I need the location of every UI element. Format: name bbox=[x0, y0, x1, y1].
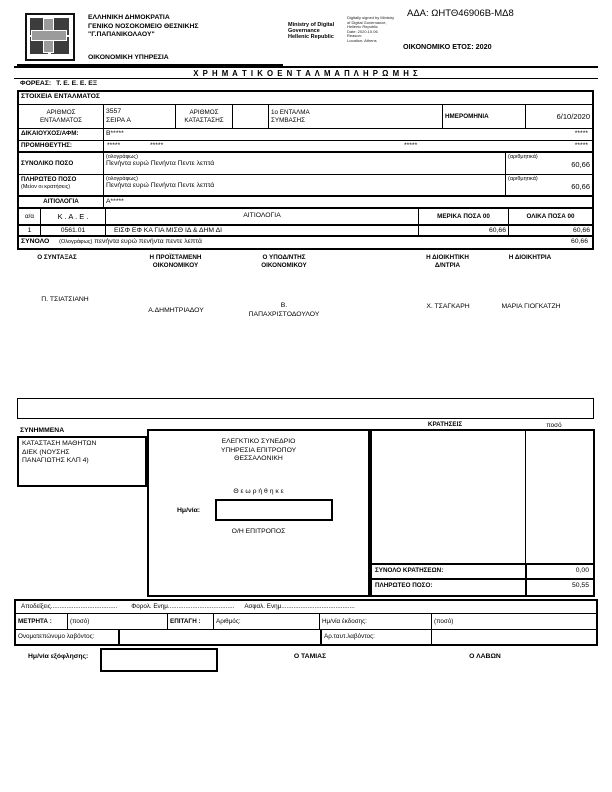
signature-title-ypodntis: Ο ΥΠΟΔ/ΝΤΗΣ ΟΙΚΟΝΟΜΙΚΟΥ bbox=[261, 254, 307, 269]
signature-name-papachristodoulou: Β. ΠΑΠΑΧΡΙΣΤΟΔΟΥΛΟΥ bbox=[248, 302, 320, 318]
kae-col-reason: ΑΙΤΙΟΛΟΓΙΑ bbox=[106, 209, 419, 224]
hospital-cross-logo-icon bbox=[25, 13, 75, 61]
deductions-column-divider bbox=[525, 431, 527, 563]
department-label: ΟΙΚΟΝΟΜΙΚΗ ΥΠΗΡΕΣΙΑ bbox=[88, 54, 169, 61]
total-amount-numeric: (αριθμητικά) 60,66 bbox=[508, 154, 590, 169]
total-amount-row bbox=[19, 153, 592, 175]
section-title-row bbox=[19, 92, 592, 105]
ministry-line-1: Ministry of Digital bbox=[288, 22, 335, 28]
warrant-table bbox=[17, 90, 594, 250]
sum-label: ΣΥΝΟΛΟ bbox=[21, 238, 50, 245]
kae-sum-row bbox=[19, 237, 592, 248]
entity-value: Τ. Ε. Ε. Ε. ΕΞ bbox=[56, 80, 98, 87]
recipient-name-box bbox=[120, 630, 322, 644]
org-line-1: ΓΕΝΙΚΟ ΝΟΣΟΚΟΜΕΙΟ ΘΕΣΝΙΚΗΣ bbox=[88, 22, 199, 30]
tax-clearance-label: Φορολ. Ενημ...................................... bbox=[131, 603, 235, 611]
kae-col-code: Κ . Α . Ε . bbox=[41, 209, 106, 224]
signature-title-proistameni: Η ΠΡΟΪΣΤΑΜΕΝΗ ΟΙΚΟΝΟΜΙΚΟΥ bbox=[149, 254, 202, 269]
kae-header-row bbox=[19, 209, 592, 226]
payable-amount-numeric: (αριθμητικά) 60,66 bbox=[508, 176, 590, 191]
attachment-line-3: ΠΑΝΑΓΙΩΤΗΣ ΚΛΠ 4) bbox=[22, 457, 89, 464]
kae-row-reason: ΕΙΣΦ ΕΦ ΚΑ ΓΙΑ ΜΙΣΘ ΙΔ & ΔΗΜ ΔΙ bbox=[106, 226, 419, 235]
title-rule-bottom bbox=[14, 78, 598, 79]
kae-col-total: ΟΛΙΚΑ ΠΟΣΑ 00 bbox=[526, 212, 575, 220]
warrant-number-value: 3557 ΣΕΙΡΑ Α bbox=[104, 105, 176, 128]
recipient-label: Ο ΛΑΒΩΝ bbox=[469, 653, 501, 660]
beneficiary-row bbox=[19, 129, 592, 141]
sum-value: 60,66 bbox=[570, 238, 588, 245]
republic-line: ΕΛΛΗΝΙΚΗ ΔΗΜΟΚΡΑΤΙΑ bbox=[88, 14, 170, 21]
reason-label: ΑΙΤΙΟΛΟΓΙΑ bbox=[19, 197, 104, 207]
reason-value: Α***** bbox=[106, 198, 124, 205]
deductions-amount-header: ποσό bbox=[546, 422, 562, 429]
ministry-line-2: Governance bbox=[288, 28, 320, 34]
sum-words: πενήντα ευρώ πενήντα πεντε λεπτά bbox=[94, 238, 202, 245]
payable-amount-row bbox=[19, 175, 592, 197]
reason-row bbox=[19, 197, 592, 209]
kae-col-index: α/α bbox=[19, 209, 41, 224]
total-amount-words: (ολογράφως) Πενήντα ευρώ Πενήντα Πεντε λεπτά bbox=[104, 153, 506, 174]
deductions-header: ΚΡΑΤΗΣΕΙΣ bbox=[427, 421, 463, 428]
court-date-box bbox=[215, 499, 333, 521]
date-value: 6/10/2020 bbox=[556, 112, 590, 121]
deductions-table bbox=[370, 429, 595, 597]
kae-row-index: 1 bbox=[19, 226, 41, 235]
attachments-label: ΣΥΝΗΜΜΕΝΑ bbox=[20, 427, 65, 434]
total-amount-label: ΣΥΝΟΛΙΚΟ ΠΟΣΟ bbox=[19, 153, 104, 174]
attachment-line-2: ΔΙΕΚ (ΝΟΥΣΗΣ bbox=[22, 448, 70, 456]
stamp-line-6: Location: Athens bbox=[347, 37, 377, 43]
recipient-id-label: Αρ.ταυτ.λαβόντος: bbox=[322, 630, 432, 644]
entity-label: ΦΟΡΕΑΣ: bbox=[20, 80, 52, 87]
warrant-header-row bbox=[19, 105, 592, 129]
beneficiary-label: ΔΙΚΑΙΟΥΧΟΣ/ΑΦΜ: bbox=[19, 129, 104, 140]
kae-row-code: 0561.01 bbox=[41, 226, 106, 235]
court-date-label: Ημ/νία: bbox=[177, 507, 201, 514]
signature-title-syntaxas: Ο ΣΥΝΤΑΞΑΣ bbox=[37, 254, 77, 261]
attachment-line-1: ΚΑΤΑΣΤΑΣΗ ΜΑΘΗΤΩΝ bbox=[22, 440, 97, 447]
supplier-row bbox=[19, 141, 592, 153]
check-amount-label: (ποσό) bbox=[434, 617, 454, 625]
net-payable-row bbox=[372, 578, 593, 595]
org-line-2: "Γ.ΠΑΠΑΝΙΚΟΛΑΟΥ" bbox=[88, 31, 155, 38]
issue-date-label: Ημ/νία έκδοσης: bbox=[320, 614, 432, 629]
signature-title-dioikitria: Η ΔΙΟΙΚΗΤΡΙΑ bbox=[508, 254, 552, 261]
commissioner-label: Ο/Η ΕΠΙΤΡΟΠΟΣ bbox=[231, 528, 286, 535]
date-label: ΗΜΕΡΟΜΗΝΙΑ bbox=[443, 105, 526, 128]
kae-row-partial: 60,66 bbox=[419, 226, 509, 235]
beneficiary-value-right: ***** bbox=[574, 130, 588, 137]
stamp-line-2: of Digital Governance, bbox=[347, 19, 387, 25]
warrant-number-label: ΑΡΙΘΜΟΣ ΕΝΤΑΛΜΑΤΟΣ bbox=[19, 105, 104, 128]
fiscal-year: ΟΙΚΟΝΟΜΙΚΟ ΕΤΟΣ: 2020 bbox=[403, 42, 492, 51]
signature-name-dimitriadou: Α.ΔΗΜΗΤΡΙΑΔΟΥ bbox=[148, 307, 204, 314]
kae-data-row bbox=[19, 226, 592, 237]
supplier-label: ΠΡΟΜΗΘΕΥΤΗΣ: bbox=[19, 141, 104, 151]
net-payable-value: 50,55 bbox=[525, 580, 593, 595]
attachments-box bbox=[17, 436, 147, 487]
ada-code: ΑΔΑ: ΩΗΤΘ46906Β-ΜΔ8 bbox=[407, 8, 514, 19]
deductions-total-row bbox=[372, 563, 593, 578]
court-line-1: ΕΛΕΓΚΤΙΚΟ ΣΥΝΕΔΡΙΟ bbox=[221, 438, 296, 445]
supplier-value: ***** ***** ***** ***** bbox=[107, 142, 588, 149]
receipts-row bbox=[16, 601, 596, 614]
deductions-total-label: ΣΥΝΟΛΟ ΚΡΑΤΗΣΕΩΝ: bbox=[375, 567, 444, 574]
cash-check-row bbox=[16, 614, 596, 630]
payable-amount-label: ΠΛΗΡΩΤΕΟ ΠΟΣΟ (Μείον οι κρατήσεις) bbox=[19, 175, 104, 195]
cash-amount-label: (ποσό) bbox=[68, 614, 168, 629]
recipient-row bbox=[16, 630, 596, 644]
payoff-date-label: Ημ/νία εξόφλησης: bbox=[28, 653, 89, 660]
signature-name-tsiatsiani: Π. ΤΣΙΑΤΣΙΑΝΗ bbox=[41, 296, 89, 303]
signature-name-giogkatzi: ΜΑΡΙΑ ΓΙΟΓΚΑΤΖΗ bbox=[501, 303, 561, 310]
signature-name-tsagkari: Χ. ΤΣΑΓΚΑΡΗ bbox=[426, 303, 470, 310]
audit-court-box bbox=[147, 429, 370, 597]
signature-title-dioikitiki: Η ΔΙΟΙΚΗΤΙΚΗ Δ/ΝΤΡΙΑ bbox=[426, 254, 469, 269]
kae-col-partial: ΜΕΡΙΚΑ ΠΟΣΑ 00 bbox=[419, 209, 509, 224]
stamp-line-4: Date: 2020.10.06 bbox=[347, 28, 378, 34]
digital-signature-stamp bbox=[347, 16, 409, 43]
payoff-date-box bbox=[100, 648, 218, 672]
payment-strip bbox=[14, 599, 598, 646]
court-line-2: ΥΠΗΡΕΣΙΑ ΕΠΙΤΡΟΠΟΥ bbox=[220, 446, 297, 454]
recipient-name-label: Ονοματεπώνυμο λαβόντος: bbox=[16, 630, 120, 644]
court-line-3: ΘΕΣΣΑΛΟΝΙΚΗ bbox=[234, 455, 283, 462]
ministry-stamp bbox=[288, 22, 346, 40]
deductions-total-value: 0,00 bbox=[525, 565, 593, 578]
check-label: ΕΠΙΤΑΓΗ : bbox=[168, 614, 214, 629]
sum-words-label: (Ολογράφως) bbox=[59, 239, 93, 245]
cash-label: ΜΕΤΡΗΤΑ : bbox=[16, 614, 68, 629]
recipient-id-box bbox=[432, 630, 596, 644]
receipts-label: Αποδείξεις...................................... bbox=[21, 603, 118, 611]
payable-amount-words: (ολογράφως) Πενήντα ευρώ Πενήντα Πεντε λεπτά bbox=[104, 175, 506, 195]
section-title: ΣΤΟΙΧΕΙΑ ΕΝΤΑΛΜΑΤΟΣ bbox=[21, 93, 100, 100]
stamp-line-3: Hellenic Republic bbox=[347, 24, 378, 29]
document-title: Χ Ρ Η Μ Α Τ Ι Κ Ο Ε Ν Τ Α Λ Μ Α Π Λ Η Ρ Ω Μ Η Σ bbox=[193, 68, 419, 78]
deductions-empty-area bbox=[372, 431, 593, 563]
statement-number-value bbox=[233, 105, 269, 128]
kae-row-total: 60,66 bbox=[572, 227, 590, 234]
stamp-line-1: Digitally signed by Ministry bbox=[347, 15, 395, 20]
net-payable-label: ΠΛΗΡΩΤΕΟ ΠΟΣΟ: bbox=[375, 582, 433, 589]
approved-label: Θ ε ω ρ ή θ η κ ε bbox=[233, 487, 284, 495]
notes-empty-box bbox=[17, 398, 594, 419]
beneficiary-value: Β***** ***** bbox=[106, 130, 588, 137]
cashier-label: Ο ΤΑΜΙΑΣ bbox=[293, 653, 327, 660]
contract-warrant-label: 1ο ΕΝΤΑΛΜΑ ΣΥΜΒΑΣΗΣ bbox=[269, 105, 443, 128]
check-number-label: Αριθμός: bbox=[214, 614, 320, 629]
entity-row bbox=[20, 80, 97, 89]
stamp-line-5: Reason: bbox=[347, 33, 362, 38]
ministry-line-3: Hellenic Republic bbox=[288, 34, 334, 40]
insurance-clearance-label: Ασφαλ. Ενημ.......................................... bbox=[244, 603, 355, 611]
issuing-authority bbox=[88, 14, 288, 40]
statement-number-label: ΑΡΙΘΜΟΣ ΚΑΤΑΣΤΑΣΗΣ bbox=[176, 105, 233, 128]
